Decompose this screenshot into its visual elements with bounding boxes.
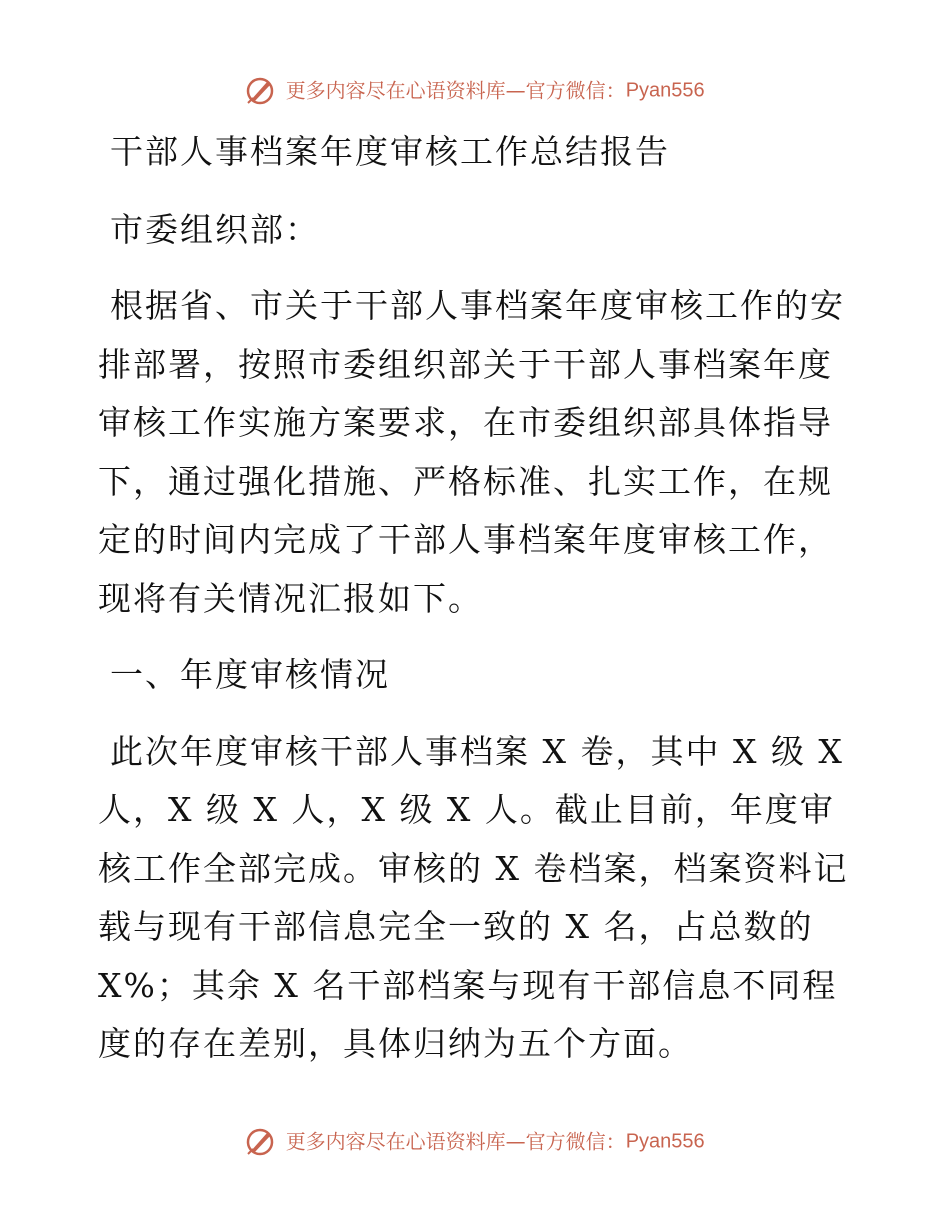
salutation: 市委组织部： (110, 209, 320, 249)
quill-pen-logo-icon (245, 76, 275, 106)
watermark-wechat-id: Pyan556 (625, 1130, 705, 1153)
section-paragraph (98, 723, 858, 1074)
watermark-wechat-id: Pyan556 (625, 79, 705, 102)
header-watermark (0, 71, 950, 107)
intro-paragraph (98, 277, 858, 628)
document-body (98, 123, 858, 1092)
section-paragraph-text: 此次年度审核干部人事档案 X 卷，其中 X 级 X 人，X 级 X 人，X 级 X 人。截止目前，年度审核工作全部完成。审核的 X 卷档案，档案资料记载与现有干部信息完全一致的 X 名，占总数的 X%；其余 X 名干部档案与现有干部信息不同程度的存在差别，具体归纳为五个方面。 (98, 731, 849, 1063)
document-title: 干部人事档案年度审核工作总结报告 (110, 132, 670, 171)
section-heading: 一、年度审核情况 (110, 655, 390, 694)
quill-pen-logo-icon (245, 1127, 275, 1157)
watermark-text: 更多内容尽在心语资料库—官方微信： (285, 1129, 626, 1154)
watermark-text: 更多内容尽在心语资料库—官方微信： (285, 78, 626, 103)
footer-watermark (0, 1122, 950, 1158)
intro-paragraph-text: 根据省、市关于干部人事档案年度审核工作的安排部署，按照市委组织部关于干部人事档案年度审核工作实施方案要求，在市委组织部具体指导下，通过强化措施、严格标准、扎实工作，在规定的时间内完成了干部人事档案年度审核工作，现将有关情况汇报如下。 (98, 286, 845, 618)
